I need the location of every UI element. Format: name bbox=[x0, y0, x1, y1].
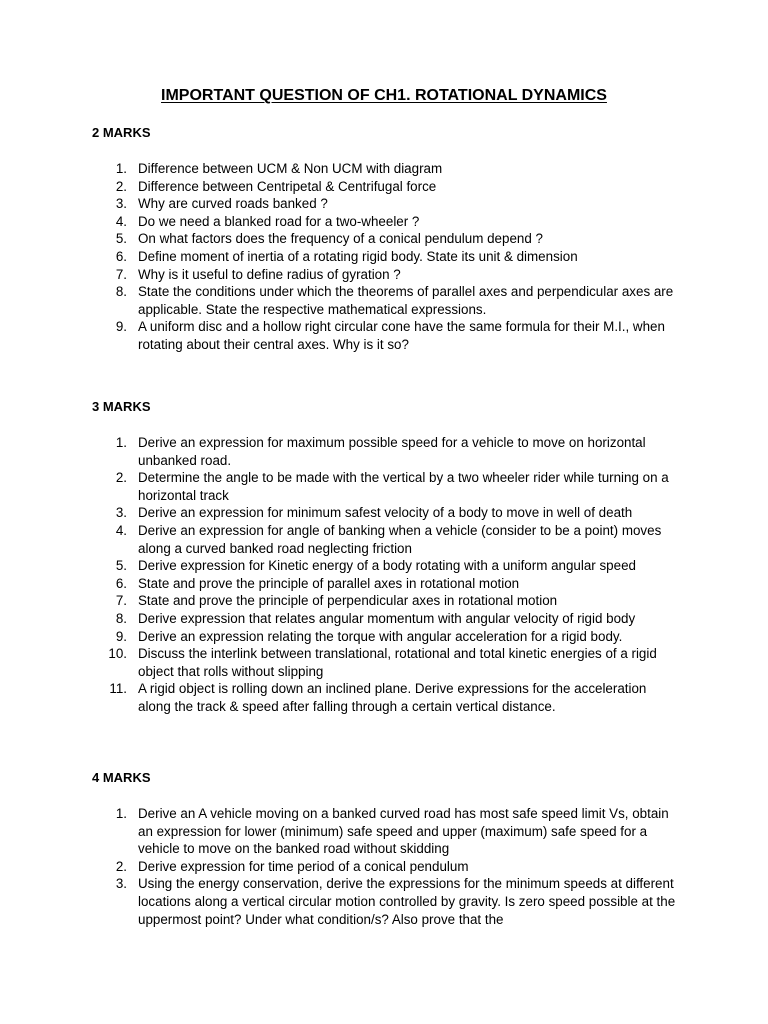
question-number: 3. bbox=[115, 876, 127, 892]
question-item bbox=[92, 213, 682, 231]
question-item bbox=[92, 195, 682, 213]
question-number: 2. bbox=[115, 470, 127, 486]
question-number: 1. bbox=[115, 435, 127, 450]
question-text: Define moment of inertia of a rotating rigid body. State its unit & dimension bbox=[138, 248, 578, 264]
question-number: 10. bbox=[108, 646, 127, 662]
question-item bbox=[92, 318, 682, 353]
question-item bbox=[92, 592, 682, 610]
question-number: 9. bbox=[115, 319, 127, 335]
question-list-3-marks bbox=[92, 434, 682, 716]
question-number: 5. bbox=[115, 558, 127, 574]
question-number: 3. bbox=[115, 505, 127, 521]
question-text: Derive expression for Kinetic energy of a body rotating with a uniform angular speed bbox=[138, 558, 636, 574]
question-item bbox=[92, 266, 682, 284]
question-text: Derive an expression relating the torque with angular acceleration for a rigid body. bbox=[138, 628, 623, 644]
question-text: State the conditions under which the theorems of parallel axes and perpendicular axes are applicable. State the respective mathematical expressions. bbox=[138, 284, 674, 317]
question-text: Derive an expression for angle of banking when a vehicle (consider to be a point) moves along a curved banked road neglecting friction bbox=[138, 522, 662, 556]
question-item bbox=[92, 434, 682, 469]
question-text: Using the energy conservation, derive the expressions for the minimum speeds at different locations along a vertical circular motion controlled by gravity. Is zero speed possible at the uppermost point? Under what condition/s? Also prove that the bbox=[138, 876, 676, 927]
question-number: 6. bbox=[115, 575, 127, 591]
question-number: 2. bbox=[115, 178, 127, 194]
question-list-2-marks bbox=[92, 160, 682, 354]
question-item bbox=[92, 522, 682, 557]
question-item bbox=[92, 680, 682, 715]
question-text: Determine the angle to be made with the vertical by a two wheeler rider while turning on a horizontal track bbox=[138, 470, 669, 503]
question-text: Why are curved roads banked ? bbox=[138, 196, 328, 212]
question-text: Derive an A vehicle moving on a banked curved road has most safe speed limit Vs, obtain an expression for lower (minimum) safe speed and upper (maximum) safe speed for a vehicle to move on the banked road without skidding bbox=[138, 806, 669, 857]
question-item bbox=[92, 283, 682, 318]
question-number: 2. bbox=[115, 858, 127, 874]
question-item bbox=[92, 504, 682, 522]
question-number: 4. bbox=[115, 522, 127, 538]
page-title: IMPORTANT QUESTION OF CH1. ROTATIONAL DYNAMICS bbox=[161, 87, 607, 104]
question-item bbox=[92, 628, 682, 646]
question-number: 11. bbox=[109, 681, 127, 697]
question-text: Why is it useful to define radius of gyration ? bbox=[138, 266, 401, 282]
question-number: 8. bbox=[115, 610, 127, 626]
question-item bbox=[92, 248, 682, 266]
question-number: 7. bbox=[115, 593, 127, 609]
question-text: Derive expression for time period of a conical pendulum bbox=[138, 858, 469, 874]
question-text: State and prove the principle of perpendicular axes in rotational motion bbox=[138, 593, 558, 609]
question-number: 4. bbox=[115, 213, 127, 229]
question-number: 1. bbox=[115, 161, 127, 176]
question-text: Derive an expression for maximum possible speed for a vehicle to move on horizontal unbanked road. bbox=[138, 435, 646, 468]
question-number: 5. bbox=[115, 231, 127, 247]
question-text: A uniform disc and a hollow right circular cone have the same formula for their M.I., when rotating about their central axes. Why is it so? bbox=[138, 319, 665, 352]
question-text: Difference between UCM & Non UCM with diagram bbox=[138, 161, 443, 176]
question-item bbox=[92, 178, 682, 196]
question-text: On what factors does the frequency of a conical pendulum depend ? bbox=[138, 231, 543, 247]
question-item bbox=[92, 557, 682, 575]
question-list-4-marks bbox=[92, 805, 682, 928]
question-text: Derive expression that relates angular momentum with angular velocity of rigid body bbox=[138, 610, 636, 626]
section-heading-4-marks: 4 MARKS bbox=[92, 770, 151, 785]
question-item bbox=[92, 160, 682, 178]
question-item bbox=[92, 575, 682, 593]
question-number: 7. bbox=[115, 266, 127, 282]
question-item bbox=[92, 469, 682, 504]
question-number: 8. bbox=[115, 284, 127, 300]
question-number: 1. bbox=[115, 806, 127, 821]
question-text: Difference between Centripetal & Centrifugal force bbox=[138, 178, 437, 194]
question-text: Derive an expression for minimum safest velocity of a body to move in well of death bbox=[138, 505, 633, 521]
question-text: A rigid object is rolling down an inclined plane. Derive expressions for the acceleration along the track & speed after falling through a certain vertical distance. bbox=[138, 681, 647, 714]
question-number: 3. bbox=[115, 196, 127, 212]
question-text: Discuss the interlink between translational, rotational and total kinetic energies of a rigid object that rolls without slipping bbox=[138, 646, 657, 679]
question-item bbox=[92, 875, 682, 928]
section-heading-3-marks: 3 MARKS bbox=[92, 399, 151, 414]
question-item bbox=[92, 645, 682, 680]
question-item bbox=[92, 610, 682, 628]
question-item bbox=[92, 230, 682, 248]
section-heading-2-marks: 2 MARKS bbox=[92, 125, 151, 140]
question-item bbox=[92, 858, 682, 876]
question-number: 9. bbox=[115, 628, 127, 644]
question-number: 6. bbox=[115, 248, 127, 264]
question-text: State and prove the principle of parallel axes in rotational motion bbox=[138, 575, 520, 591]
question-item bbox=[92, 805, 682, 858]
question-text: Do we need a blanked road for a two-wheeler ? bbox=[138, 213, 420, 229]
